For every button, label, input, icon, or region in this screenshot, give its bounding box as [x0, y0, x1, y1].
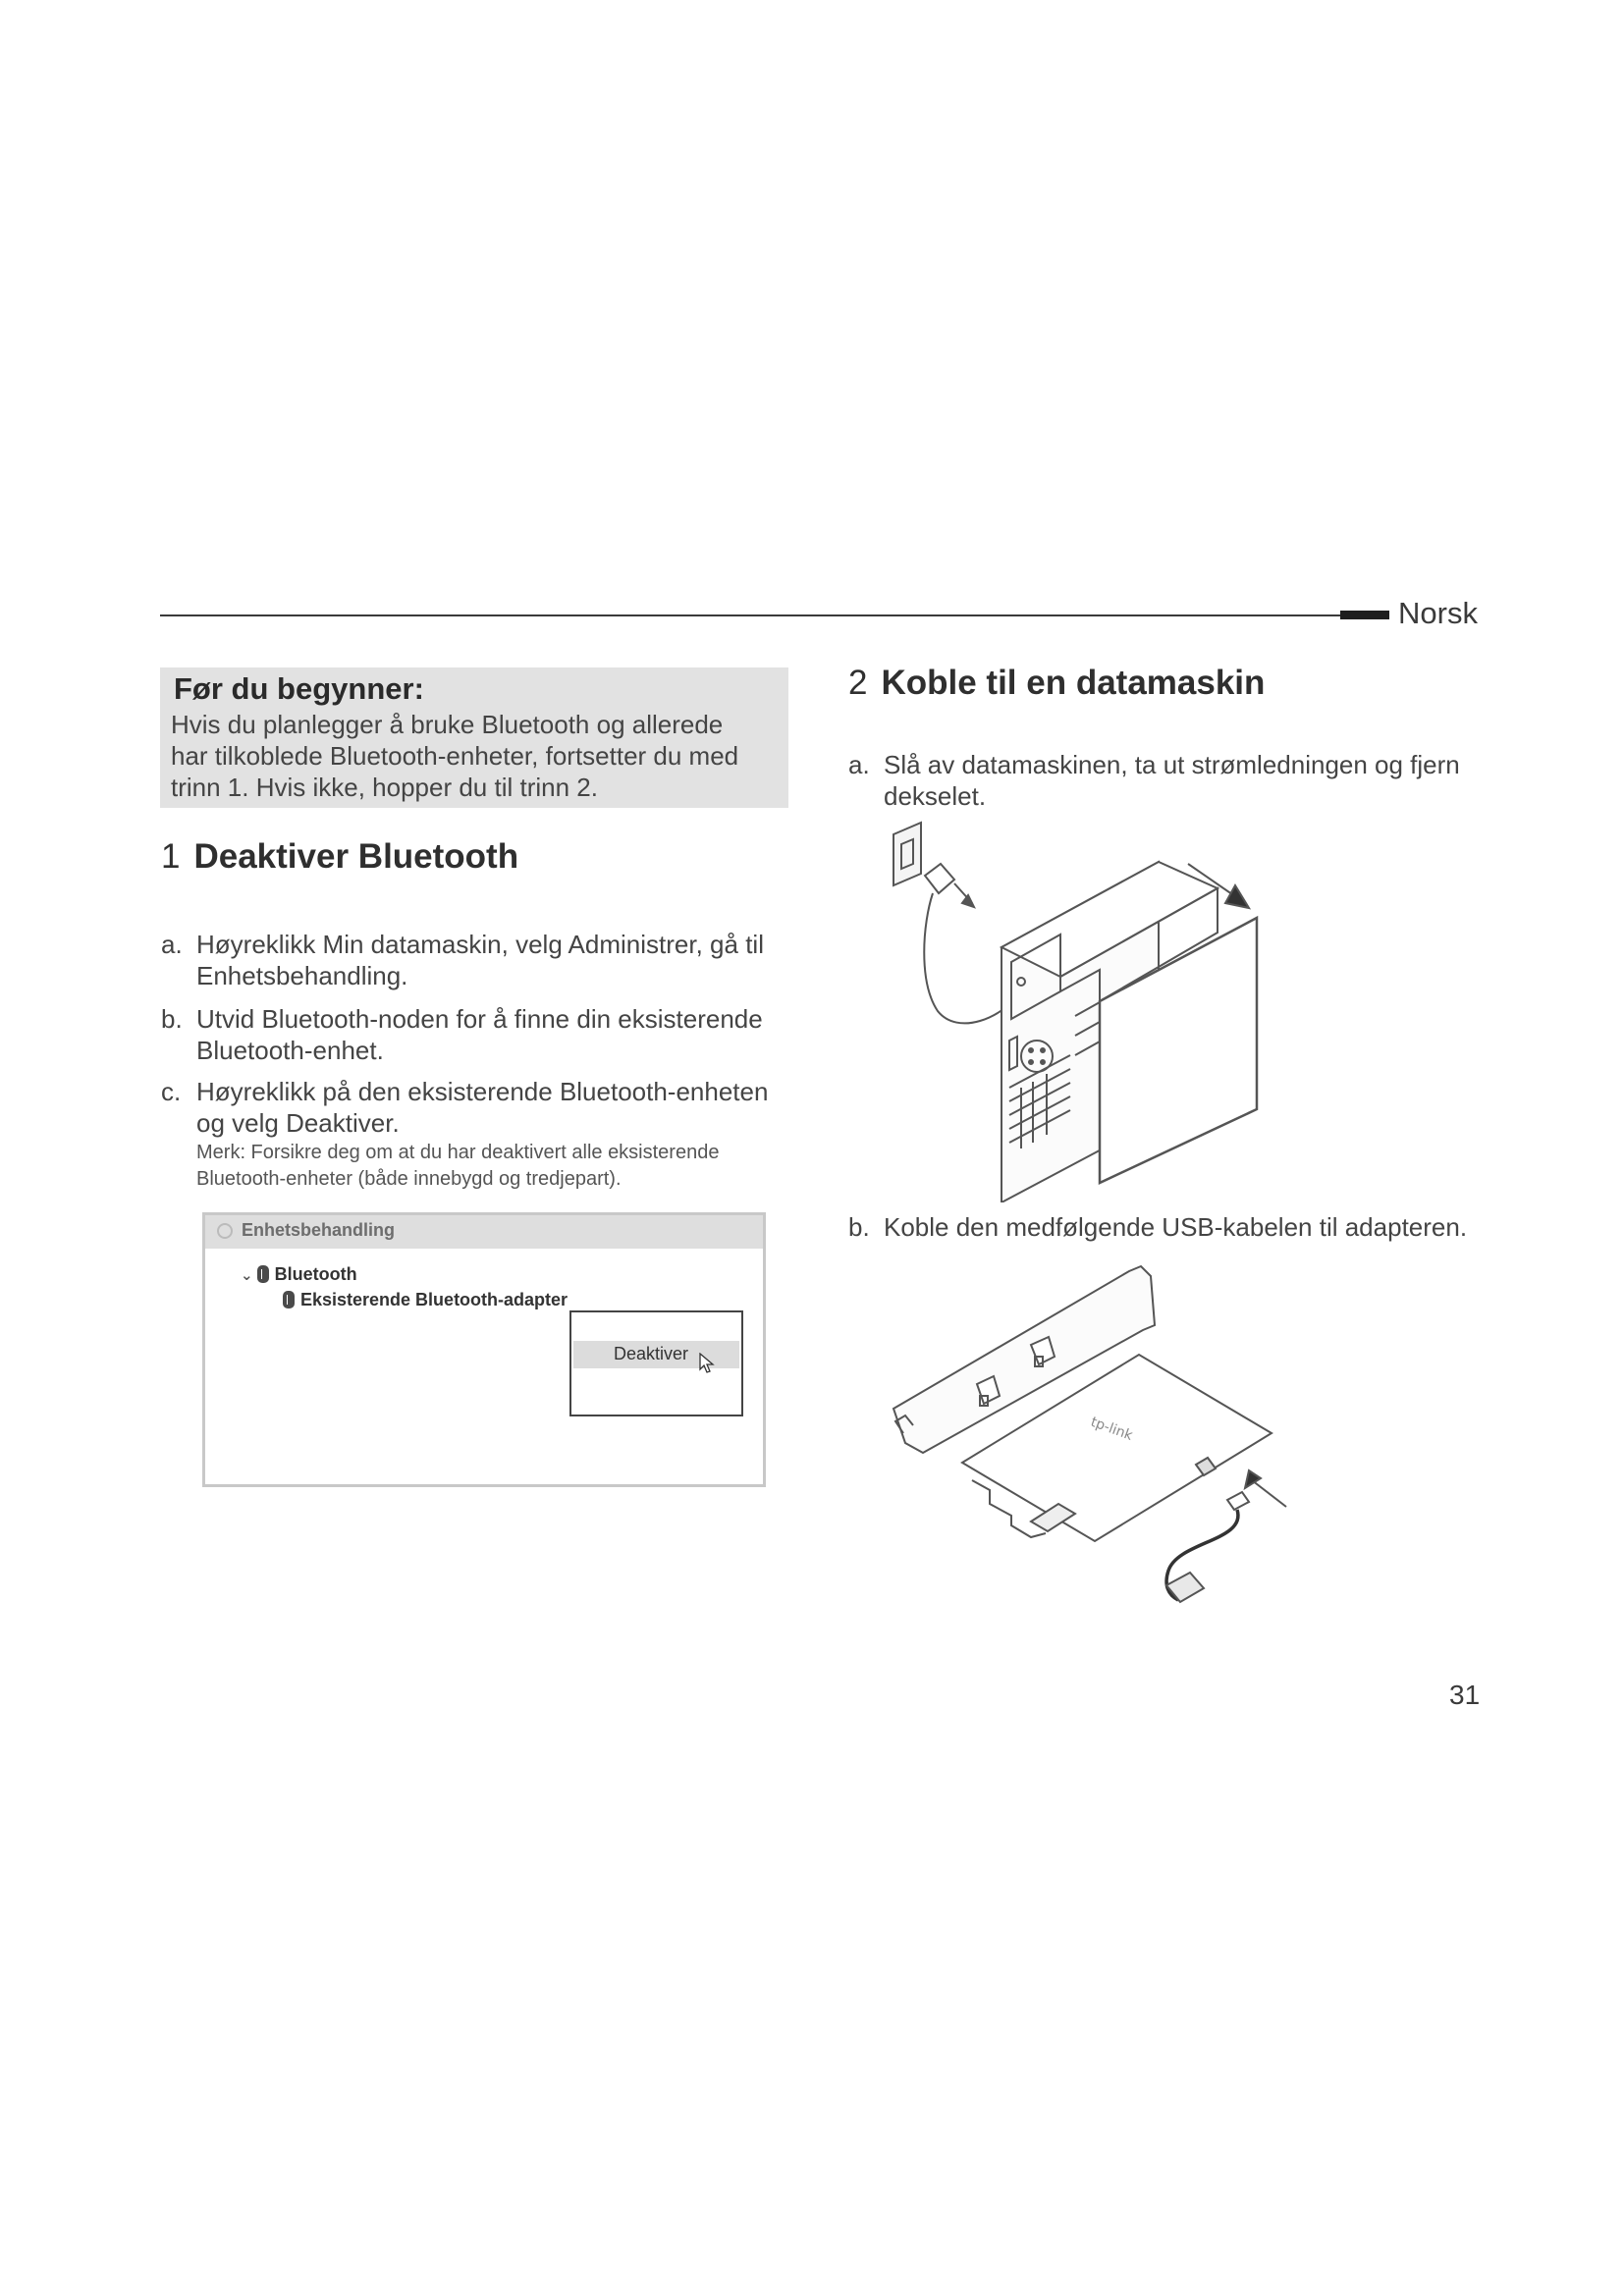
step-line: dekselet.: [884, 781, 987, 811]
context-menu: [569, 1310, 743, 1416]
chevron-down-icon[interactable]: ⌄: [241, 1267, 253, 1284]
section1-step-a: [161, 929, 764, 991]
section2-number: 2: [848, 664, 868, 702]
step-label: a.: [848, 750, 870, 779]
device-manager-titlebar: [205, 1215, 763, 1249]
tree-node-label: Eksisterende Bluetooth-adapter: [300, 1290, 568, 1309]
before-you-begin-text: [171, 709, 780, 803]
section1-step-b: [161, 1003, 763, 1066]
bluetooth-icon: [283, 1291, 295, 1308]
section1-heading: [161, 837, 518, 877]
step-label: b.: [848, 1212, 870, 1242]
context-menu-label: Deaktiver: [614, 1344, 689, 1363]
context-menu-item-disable[interactable]: [573, 1341, 739, 1368]
intro-line: har tilkoblede Bluetooth-enheter, fortsetter du med: [171, 741, 739, 771]
note-line: Bluetooth-enheter (både innebygd og tredjepart).: [196, 1168, 622, 1190]
before-you-begin-box: [160, 667, 788, 808]
tree-node-label: Bluetooth: [274, 1264, 357, 1284]
step-line: Slå av datamaskinen, ta ut strømledningen og fjern: [884, 750, 1460, 779]
section1-number: 1: [161, 837, 181, 876]
mouse-cursor-icon: [699, 1353, 715, 1374]
svg-text:tp-link: tp-link: [1088, 1414, 1135, 1444]
page-number: 31: [1449, 1680, 1481, 1710]
intro-line: trinn 1. Hvis ikke, hopper du til trinn 2.: [171, 773, 598, 802]
section2-heading: [848, 664, 1265, 703]
step-label: a.: [161, 930, 183, 959]
step-line: Utvid Bluetooth-noden for å finne din eksisterende: [196, 1004, 763, 1034]
step-line: Koble den medfølgende USB-kabelen til adapteren.: [884, 1212, 1468, 1242]
step-line: og velg Deaktiver.: [196, 1108, 400, 1138]
tree-node-bluetooth[interactable]: [241, 1264, 357, 1285]
step-label: b.: [161, 1004, 183, 1034]
device-manager-icon: [217, 1223, 233, 1239]
language-label: Norsk: [1398, 596, 1478, 630]
tree-node-existing-adapter[interactable]: [283, 1290, 568, 1310]
section1-step-c: [161, 1076, 768, 1139]
section2-step-b: [848, 1211, 1467, 1243]
step-line: Enhetsbehandling.: [196, 961, 408, 990]
section2-title: Koble til en datamaskin: [881, 664, 1266, 702]
step-line: Høyreklikk på den eksisterende Bluetooth-enheten: [196, 1077, 769, 1106]
step-line: Bluetooth-enhet.: [196, 1036, 384, 1065]
step-line: Høyreklikk Min datamaskin, velg Administrer, gå til: [196, 930, 764, 959]
note-line: Merk: Forsikre deg om at du har deaktivert alle eksisterende: [196, 1142, 720, 1163]
intro-line: Hvis du planlegger å bruke Bluetooth og allerede: [171, 710, 724, 739]
device-manager-window: [202, 1212, 766, 1487]
pcie-adapter-illustration: [884, 1247, 1296, 1620]
section1-title: Deaktiver Bluetooth: [193, 837, 519, 876]
device-manager-title: Enhetsbehandling: [242, 1220, 396, 1240]
step-label: c.: [161, 1077, 182, 1106]
before-you-begin-title: Før du begynner:: [174, 671, 424, 706]
header-rule-accent: [1340, 611, 1389, 619]
section1-note: [196, 1140, 785, 1193]
bluetooth-icon: [257, 1265, 269, 1283]
section2-step-a: [848, 749, 1460, 812]
computer-illustration: [864, 815, 1276, 1202]
header-rule: [160, 614, 1389, 616]
